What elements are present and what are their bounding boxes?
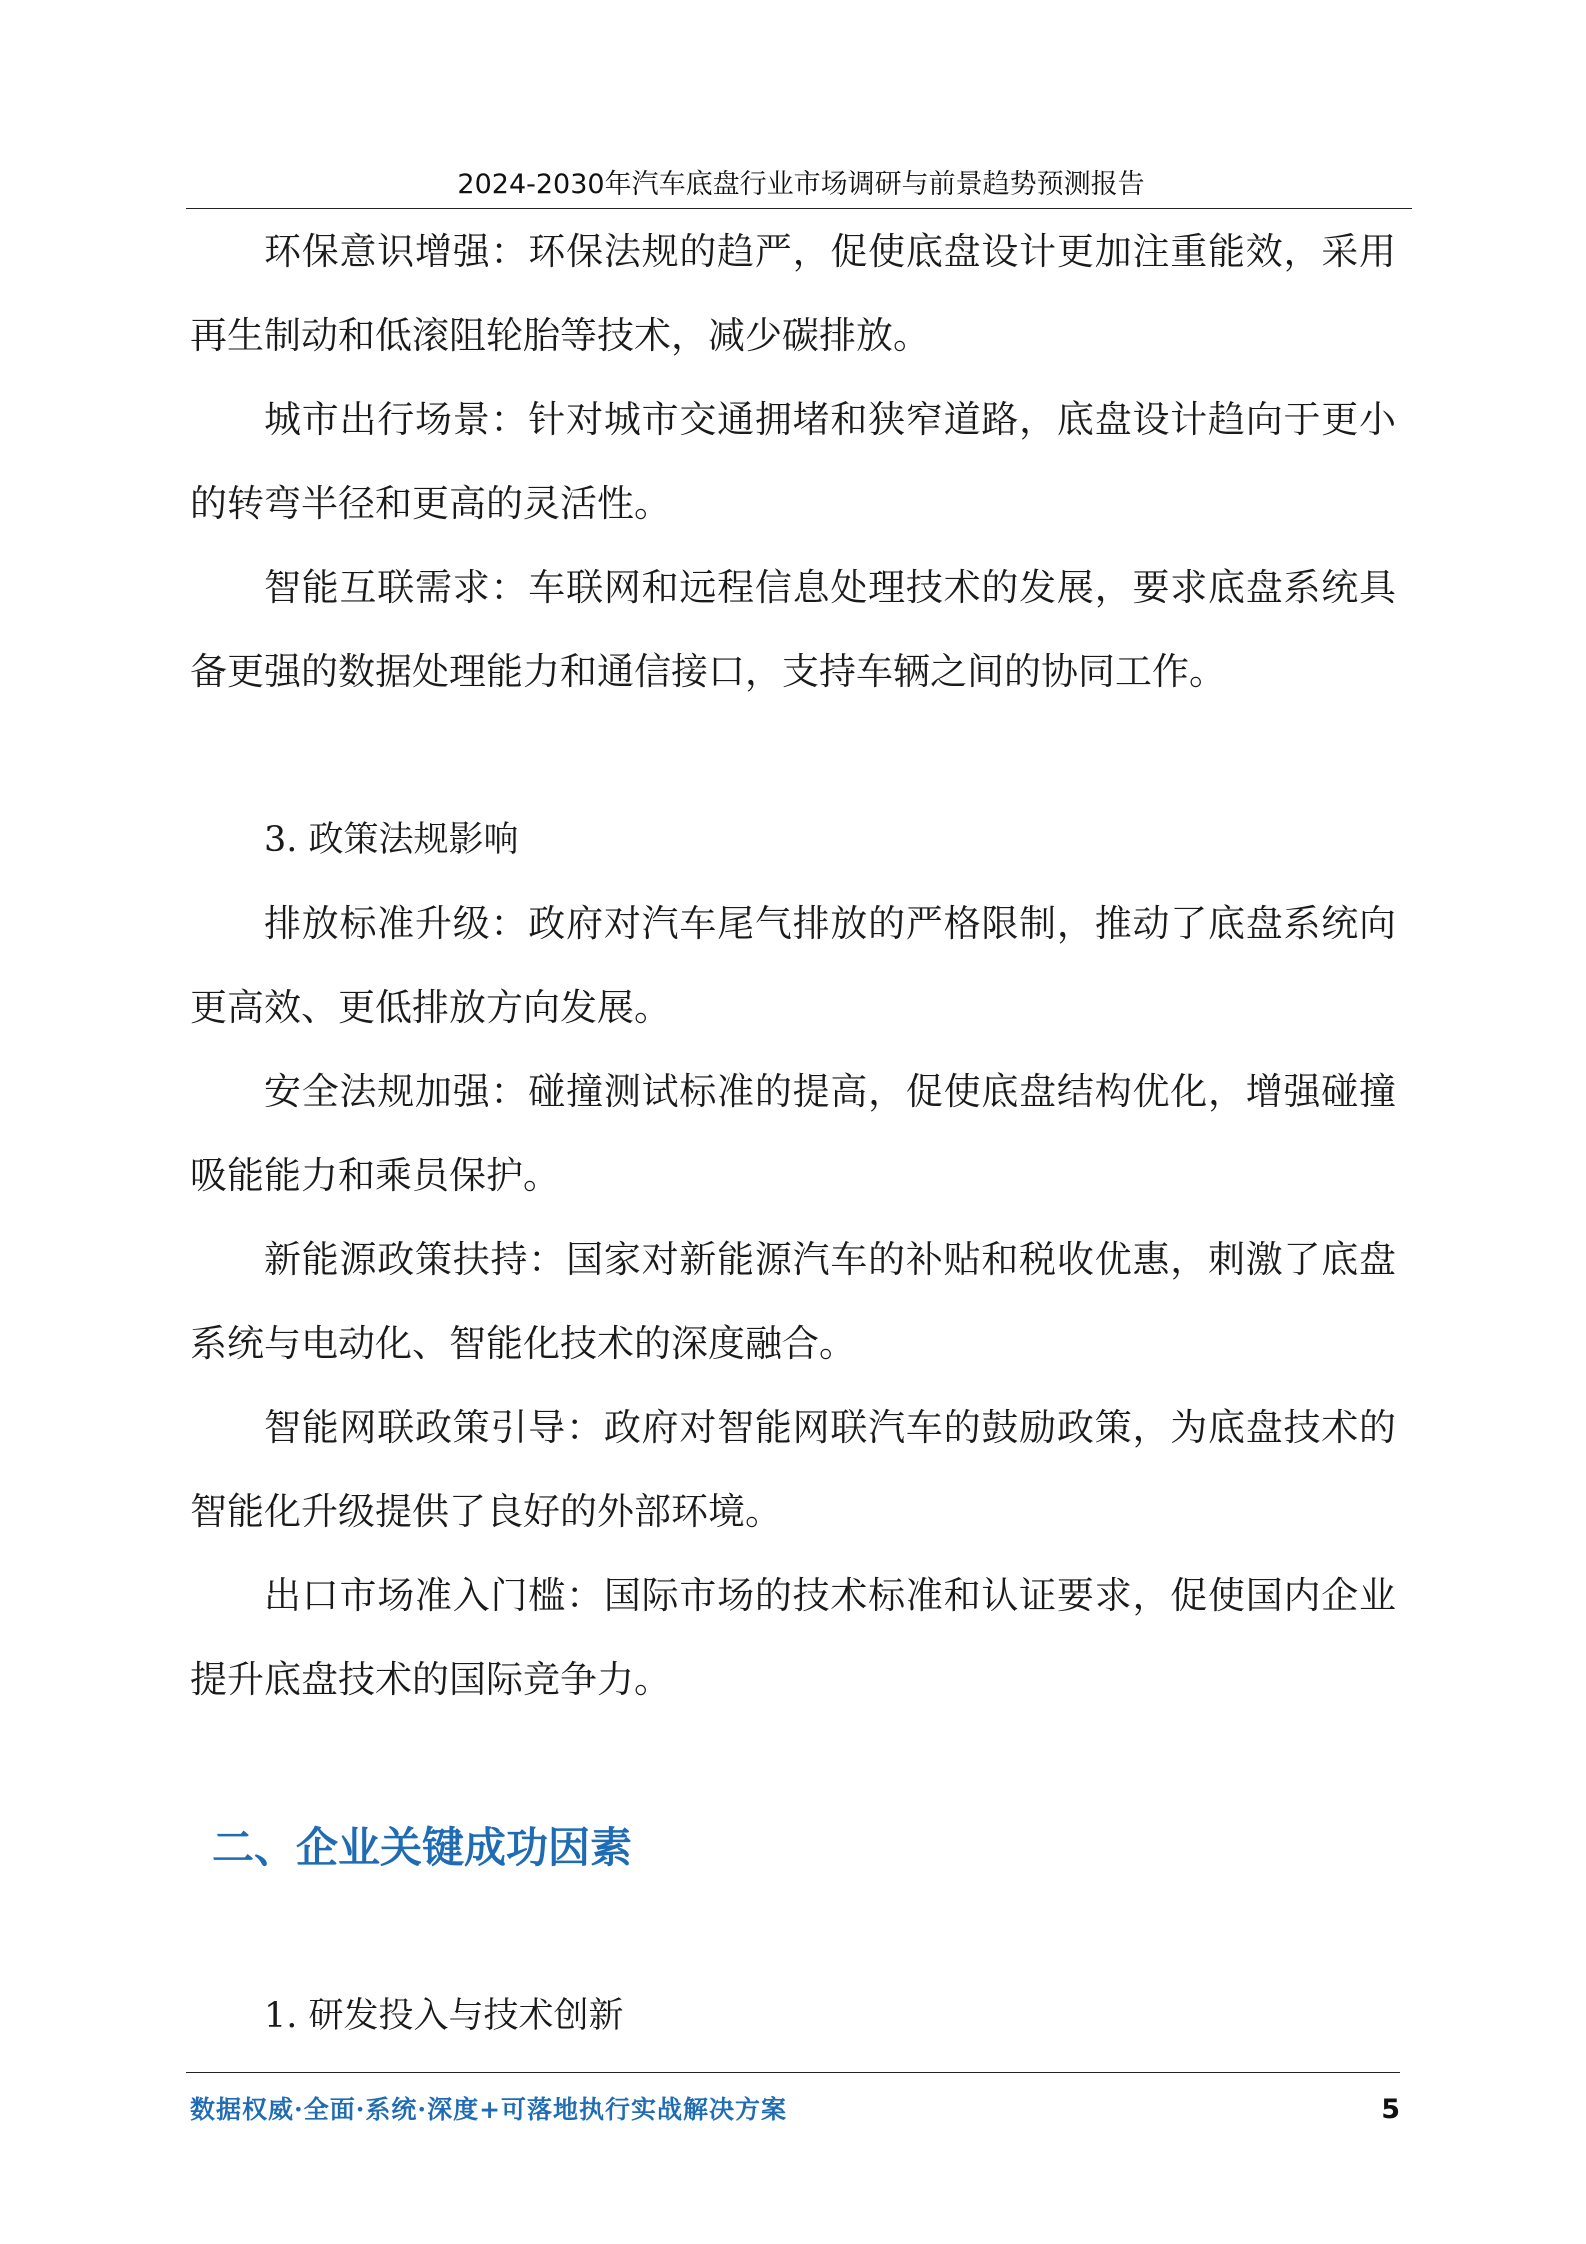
paragraph-safety-regulations: 安全法规加强：碰撞测试标准的提高，促使底盘结构优化，增强碰撞吸能能力和乘员保护。 (190, 1070, 1396, 1197)
paragraph-urban-mobility: 城市出行场景：针对城市交通拥堵和狭窄道路，底盘设计趋向于更小的转弯半径和更高的灵活性。 (190, 398, 1396, 525)
footer-divider (186, 2072, 1400, 2073)
subsection-rd-heading: 1. 研发投入与技术创新 (264, 1996, 624, 2036)
footer-slogan: 数据权威·全面·系统·深度+可落地执行实战解决方案 (190, 2095, 788, 2124)
subsection-policy-heading: 3. 政策法规影响 (264, 820, 519, 860)
paragraph-smart-connected-policy: 智能网联政策引导：政府对智能网联汽车的鼓励政策，为底盘技术的智能化升级提供了良好的外部环境。 (190, 1406, 1396, 1533)
page-number: 5 (1381, 2094, 1400, 2125)
main-content (190, 210, 1396, 2058)
section-title-key-success-factors: 二、企业关键成功因素 (212, 1823, 633, 1872)
page-header-title: 2024-2030年汽车底盘行业市场调研与前景趋势预测报告 (457, 169, 1145, 200)
paragraph-environmental-awareness: 环保意识增强：环保法规的趋严，促使底盘设计更加注重能效，采用再生制动和低滚阻轮胎等技术，减少碳排放。 (190, 230, 1396, 357)
paragraph-emission-standards: 排放标准升级：政府对汽车尾气排放的严格限制，推动了底盘系统向更高效、更低排放方向发展。 (190, 902, 1396, 1029)
header-divider (186, 208, 1412, 209)
paragraph-export-market-access: 出口市场准入门槛：国际市场的技术标准和认证要求，促使国内企业提升底盘技术的国际竞争力。 (190, 1574, 1396, 1701)
paragraph-new-energy-policy: 新能源政策扶持：国家对新能源汽车的补贴和税收优惠，刺激了底盘系统与电动化、智能化技术的深度融合。 (190, 1238, 1396, 1365)
paragraph-smart-connectivity: 智能互联需求：车联网和远程信息处理技术的发展，要求底盘系统具备更强的数据处理能力和通信接口，支持车辆之间的协同工作。 (190, 566, 1396, 693)
